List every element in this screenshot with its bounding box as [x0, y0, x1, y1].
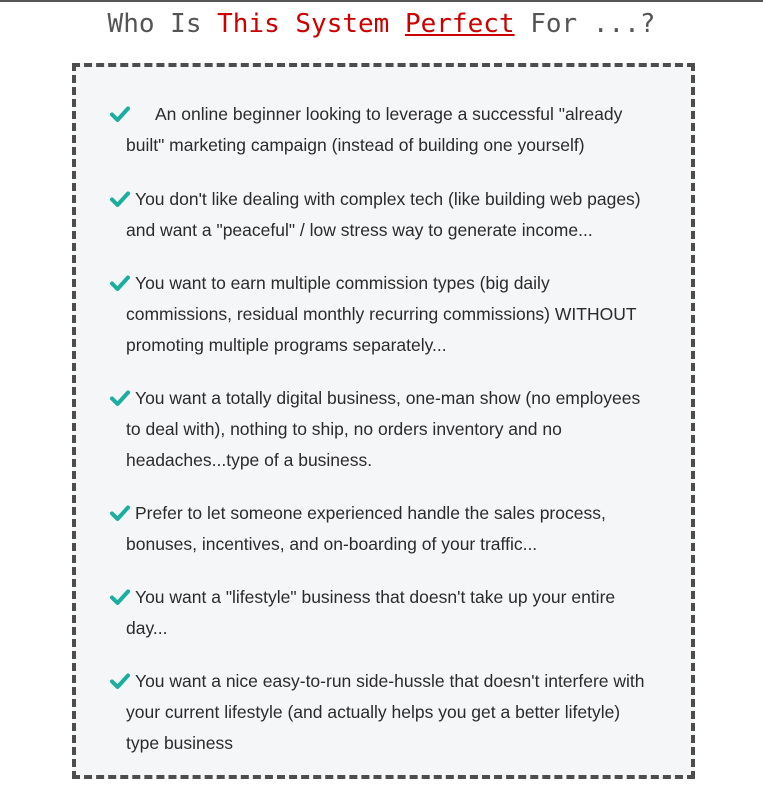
headline-part-2: This System: [217, 9, 405, 39]
list-item-text: You want a "lifestyle" business that doesn't take up your entire day...: [126, 587, 616, 638]
list-item: [110, 666, 655, 759]
headline-part-4: For ...?: [514, 9, 656, 39]
list-item: [110, 383, 655, 476]
benefits-panel: [72, 63, 695, 779]
list-item: [110, 184, 655, 246]
list-item-text: You don't like dealing with complex tech (like building web pages) and want a "peaceful" / low stress way to generate income...: [126, 189, 641, 240]
checkmark-icon: [110, 105, 130, 123]
checkmark-icon: [110, 672, 130, 690]
list-item: [110, 99, 655, 161]
checkmark-icon: [110, 190, 130, 208]
list-item-text: Prefer to let someone experienced handle the sales process, bonuses, incentives, and on-boarding of your traffic...: [126, 503, 606, 554]
list-item-text: You want a totally digital business, one-man show (no employees to deal with), nothing to ship, no orders inventory and no headaches...type of a business.: [126, 388, 641, 470]
section-headline: [0, 6, 763, 42]
checkmark-icon: [110, 274, 130, 292]
list-item: [110, 582, 655, 644]
list-item-text: You want to earn multiple commission types (big daily commissions, residual monthly recurring commissions) WITHOUT promoting multiple programs separately...: [126, 273, 637, 355]
list-item: [110, 498, 655, 560]
checkmark-icon: [110, 389, 130, 407]
list-item-text: You want a nice easy-to-run side-hussle that doesn't interfere with your current lifestyle (and actually helps you get a better lifetyle) type business: [126, 671, 645, 753]
list-item: [110, 268, 655, 361]
checkmark-icon: [110, 504, 130, 522]
headline-part-3-emphasis: Perfect: [404, 9, 515, 39]
checkmark-icon: [110, 588, 130, 606]
top-divider: [0, 0, 763, 2]
headline-part-1: Who Is: [107, 9, 218, 39]
list-item-text: An online beginner looking to leverage a successful "already built" marketing campaign (instead of building one yourself): [126, 104, 623, 155]
